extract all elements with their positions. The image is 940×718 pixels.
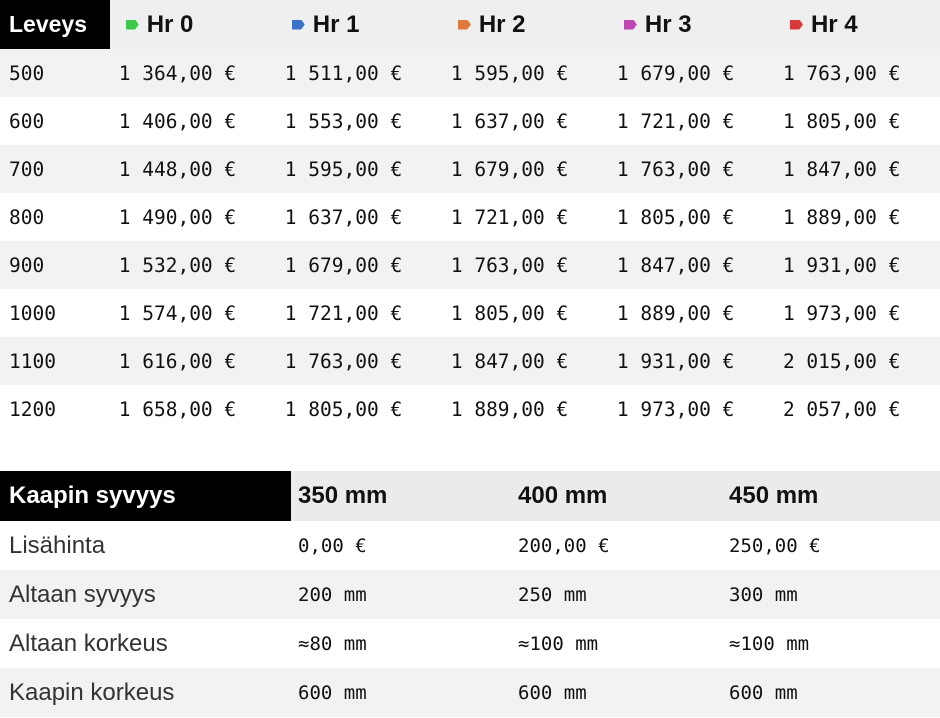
width-cell: 900 [9,253,45,277]
table-row [0,521,940,570]
price-cell: 1 973,00 € [616,397,735,421]
table-row [0,145,940,193]
price-cell: 1 805,00 € [616,205,735,229]
table-row [0,241,940,289]
column-header-hr3 [608,11,774,39]
table-row [0,289,940,337]
price-cell: 1 679,00 € [284,253,403,277]
value-cell: 250,00 € [729,534,821,557]
price-cell: 1 889,00 € [450,397,569,421]
price-cell: 1 889,00 € [616,301,735,325]
price-cell: 1 805,00 € [782,109,901,133]
table-row [0,337,940,385]
value-cell: 600 mm [298,681,367,704]
price-cell: 1 721,00 € [450,205,569,229]
row-label: Altaan syvyys [9,580,156,608]
price-cell: 1 847,00 € [782,157,901,181]
column-header-label: Hr 0 [146,10,194,38]
column-header-hr2 [442,11,608,39]
value-cell: 300 mm [729,583,798,606]
price-table-header [0,0,940,49]
price-cell: 1 574,00 € [118,301,237,325]
width-cell: 1200 [9,397,56,421]
price-cell: 1 616,00 € [118,349,237,373]
price-cell: 1 763,00 € [782,61,901,85]
column-header-label: Hr 4 [810,10,858,38]
column-header-label: Hr 1 [312,10,360,38]
price-cell: 1 931,00 € [616,349,735,373]
price-cell: 1 658,00 € [118,397,237,421]
value-cell: 600 mm [518,681,587,704]
price-cell: 1 763,00 € [616,157,735,181]
width-column-header: Leveys [0,0,110,49]
column-header-hr4 [774,11,940,39]
width-cell: 1000 [9,301,56,325]
depth-table-header [0,471,940,521]
table-row [0,668,940,717]
price-cell: 1 637,00 € [450,109,569,133]
depth-column-header: 400 mm [518,482,608,509]
cabinet-depth-header: Kaapin syvyys [0,471,291,521]
width-cell: 800 [9,205,45,229]
price-cell: 1 805,00 € [450,301,569,325]
table-row [0,619,940,668]
color-tag-icon [790,20,803,30]
depth-column-header: 450 mm [729,482,819,509]
price-cell: 2 057,00 € [782,397,901,421]
value-cell: ≈100 mm [518,632,599,655]
value-cell: 200 mm [298,583,367,606]
price-cell: 1 364,00 € [118,61,237,85]
color-tag-icon [624,20,637,30]
price-cell: 1 679,00 € [616,61,735,85]
column-header-hr0 [110,11,276,39]
value-cell: 250 mm [518,583,587,606]
row-label: Kaapin korkeus [9,678,175,706]
table-row [0,385,940,433]
table-row [0,49,940,97]
price-cell: 1 763,00 € [284,349,403,373]
depth-table [0,471,940,717]
depth-column-header: 350 mm [298,482,388,509]
price-cell: 1 532,00 € [118,253,237,277]
price-cell: 1 679,00 € [450,157,569,181]
table-row [0,570,940,619]
price-cell: 2 015,00 € [782,349,901,373]
price-cell: 1 973,00 € [782,301,901,325]
price-cell: 1 763,00 € [450,253,569,277]
table-row [0,97,940,145]
price-cell: 1 721,00 € [284,301,403,325]
table-row [0,193,940,241]
price-cell: 1 406,00 € [118,109,237,133]
width-cell: 600 [9,109,45,133]
color-tag-icon [458,20,471,30]
price-cell: 1 931,00 € [782,253,901,277]
column-header-hr1 [276,11,442,39]
column-header-label: Hr 3 [644,10,692,38]
depth-table-body [0,521,940,717]
value-cell: ≈80 mm [298,632,367,655]
price-cell: 1 553,00 € [284,109,403,133]
color-tag-icon [292,20,305,30]
value-cell: 0,00 € [298,534,367,557]
price-cell: 1 637,00 € [284,205,403,229]
price-cell: 1 847,00 € [450,349,569,373]
price-cell: 1 805,00 € [284,397,403,421]
price-cell: 1 490,00 € [118,205,237,229]
value-cell: 200,00 € [518,534,610,557]
width-cell: 500 [9,61,45,85]
column-header-label: Hr 2 [478,10,526,38]
width-cell: 700 [9,157,45,181]
value-cell: 600 mm [729,681,798,704]
value-cell: ≈100 mm [729,632,810,655]
row-label: Altaan korkeus [9,629,168,657]
price-cell: 1 448,00 € [118,157,237,181]
price-cell: 1 889,00 € [782,205,901,229]
row-label: Lisähinta [9,531,106,559]
price-table-body [0,49,940,433]
price-cell: 1 511,00 € [284,61,403,85]
width-cell: 1100 [9,349,56,373]
price-cell: 1 595,00 € [284,157,403,181]
price-cell: 1 721,00 € [616,109,735,133]
color-tag-icon [126,20,139,30]
price-cell: 1 595,00 € [450,61,569,85]
price-cell: 1 847,00 € [616,253,735,277]
